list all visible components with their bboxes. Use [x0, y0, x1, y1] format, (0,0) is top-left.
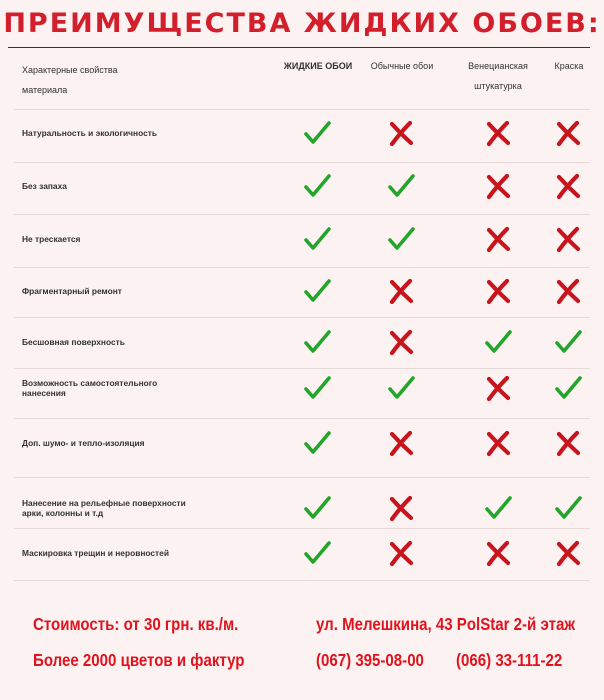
check-icon: [483, 328, 513, 356]
row-label-line1: Маскировка трещин и неровностей: [22, 548, 169, 558]
check-icon: [302, 429, 332, 457]
cross-icon: [483, 225, 513, 253]
check-icon: [302, 539, 332, 567]
row-label: [22, 128, 222, 138]
address-text: ул. Мелешкина, 43 PolStar 2-й этаж: [316, 614, 576, 634]
row-label-line1: Натуральность и экологичность: [22, 128, 157, 138]
check-icon: [302, 494, 332, 522]
cross-icon: [553, 429, 583, 457]
phone-2: (066) 33-111-22: [456, 650, 563, 670]
row-label-line1: Бесшовная поверхность: [22, 337, 125, 347]
row-label: [22, 378, 222, 398]
cross-icon: [553, 539, 583, 567]
row-label-line2: нанесения: [22, 388, 66, 398]
row-divider: [14, 317, 590, 318]
row-divider: [14, 368, 590, 369]
row-divider: [14, 477, 590, 478]
row-label: [22, 548, 222, 558]
column-header-line1: ЖИДКИЕ ОБОИ: [283, 61, 353, 71]
row-label: [22, 181, 222, 191]
cross-icon: [386, 119, 416, 147]
row-label-line1: Без запаха: [22, 181, 67, 191]
cross-icon: [553, 172, 583, 200]
row-label: [22, 498, 222, 518]
cross-icon: [483, 429, 513, 457]
check-icon: [553, 494, 583, 522]
cross-icon: [386, 539, 416, 567]
cross-icon: [483, 539, 513, 567]
row-label-line1: Фрагментарный ремонт: [22, 286, 122, 296]
price-text: Стоимость: от 30 грн. кв./м.: [33, 614, 239, 634]
check-icon: [302, 328, 332, 356]
row-divider: [14, 580, 590, 581]
cross-icon: [553, 277, 583, 305]
title-divider: [8, 47, 590, 48]
row-label: [22, 337, 222, 347]
row-divider: [14, 109, 590, 110]
phone-1: (067) 395-08-00: [316, 650, 424, 670]
cross-icon: [553, 119, 583, 147]
check-icon: [302, 225, 332, 253]
check-icon: [302, 277, 332, 305]
column-header-regular-wallpaper: [352, 56, 452, 76]
property-column-header: [22, 60, 192, 100]
property-header-line2: материала: [22, 85, 68, 95]
row-label: [22, 234, 222, 244]
column-header-line1: Краска: [554, 61, 584, 71]
cross-icon: [386, 277, 416, 305]
cross-icon: [483, 172, 513, 200]
cross-icon: [386, 494, 416, 522]
row-label-line1: Возможность самостоятельного: [22, 378, 158, 388]
cross-icon: [553, 225, 583, 253]
check-icon: [386, 225, 416, 253]
column-header-line1: Обычные обои: [370, 61, 434, 71]
cross-icon: [483, 277, 513, 305]
row-divider: [14, 528, 590, 529]
row-divider: [14, 267, 590, 268]
cross-icon: [483, 374, 513, 402]
cross-icon: [386, 429, 416, 457]
row-label-line2: арки, колонны и т.д: [22, 508, 104, 518]
cross-icon: [483, 119, 513, 147]
check-icon: [553, 328, 583, 356]
page-title: ПРЕИМУЩЕСТВА ЖИДКИХ ОБОЕВ:: [3, 8, 601, 39]
column-header-paint: [519, 56, 604, 76]
check-icon: [302, 374, 332, 402]
row-label: [22, 286, 222, 296]
check-icon: [553, 374, 583, 402]
row-label-line1: Доп. шумо- и тепло-изоляция: [22, 438, 145, 448]
row-divider: [14, 418, 590, 419]
check-icon: [302, 119, 332, 147]
check-icon: [483, 494, 513, 522]
check-icon: [302, 172, 332, 200]
row-divider: [14, 162, 590, 163]
colors-text: Более 2000 цветов и фактур: [33, 650, 245, 670]
row-divider: [14, 214, 590, 215]
row-label-line1: Не трескается: [22, 234, 81, 244]
check-icon: [386, 374, 416, 402]
cross-icon: [386, 328, 416, 356]
column-header-line2: штукатурка: [474, 81, 522, 91]
check-icon: [386, 172, 416, 200]
property-header-line1: Характерные свойства: [22, 65, 118, 75]
row-label: [22, 438, 222, 448]
column-header-line1: Венецианская: [468, 61, 528, 71]
row-label-line1: Нанесение на рельефные поверхности: [22, 498, 186, 508]
